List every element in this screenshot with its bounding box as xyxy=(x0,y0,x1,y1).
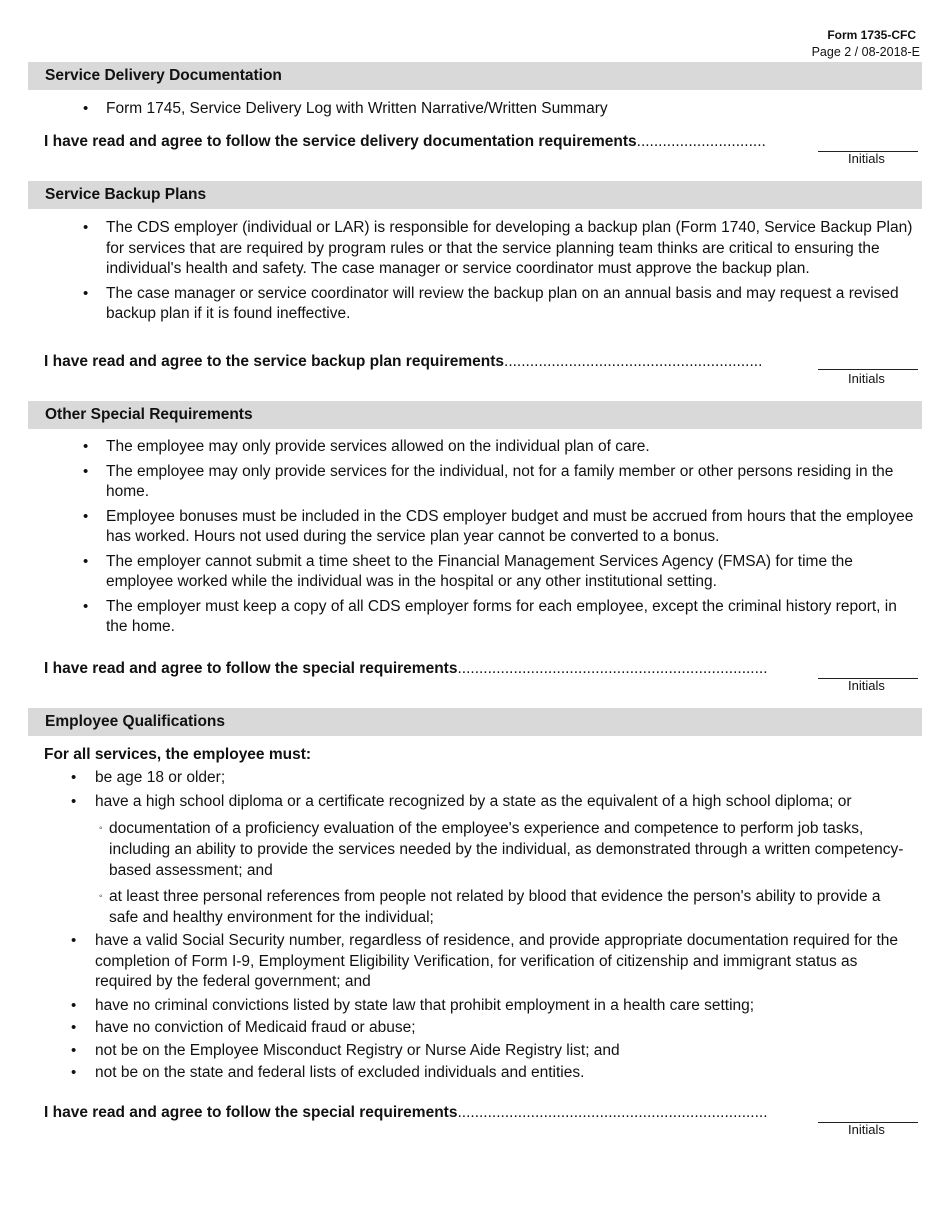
initials-label: Initials xyxy=(848,151,885,166)
list-item: • The employer must keep a copy of all CDS employer forms for each employee, except the criminal history report, in the home. xyxy=(106,597,916,638)
list-item: • The case manager or service coordinator will review the backup plan on an annual basis and may request a revised backup plan if it is found ineffective. xyxy=(106,284,916,325)
section-header-special-requirements xyxy=(28,401,922,429)
list-item: • Form 1745, Service Delivery Log with Written Narrative/Written Summary xyxy=(106,99,916,120)
agreement-text: I have read and agree to the service backup plan requirements xyxy=(44,353,505,370)
agreement-statement xyxy=(44,1104,806,1122)
list-item: • The employer cannot submit a time sheet to the Financial Management Services Agency (FMSA) for time the employee worked while the individual was in the hospital or any other institutional setting. xyxy=(106,552,916,593)
qualifications-heading: For all services, the employee must: xyxy=(44,746,312,763)
section-header-service-delivery xyxy=(28,62,922,90)
list-item: • not be on the Employee Misconduct Registry or Nurse Aide Registry list; and xyxy=(95,1041,910,1062)
leader-dots: ............................................................ xyxy=(504,353,763,370)
leader-dots: ........................................................................ xyxy=(457,1104,768,1121)
list-item: • The CDS employer (individual or LAR) is responsible for developing a backup plan (Form 1740, Service Backup Plan) for services that are required by program rules or that the service planning team thinks are critical to ensuring the individual's health and safety. The case manager or service coordinator must approve the backup plan. xyxy=(106,218,916,280)
sub-list-item: ◦ at least three personal references from people not related by blood that evidence the person's ability to provide a safe and healthy environment for the individual; xyxy=(109,886,909,928)
initials-label: Initials xyxy=(848,678,885,693)
leader-dots: .............................. xyxy=(636,133,766,150)
qualifications-sublist xyxy=(109,818,909,928)
page-number: Page 2 / 08-2018-E xyxy=(811,45,920,59)
qualifications-list xyxy=(95,768,910,812)
list-item: • Employee bonuses must be included in the CDS employer budget and must be accrued from hours that the employee has worked. Hours not used during the service plan year cannot be converted to a bonus. xyxy=(106,507,916,548)
list-item: • have no criminal convictions listed by state law that prohibit employment in a health care setting; xyxy=(95,996,910,1017)
initials-label: Initials xyxy=(848,1122,885,1137)
agreement-text: I have read and agree to follow the special requirements xyxy=(44,660,458,677)
list-item: • be age 18 or older; xyxy=(95,768,910,789)
list-item: • have a high school diploma or a certificate recognized by a state as the equivalent of a high school diploma; or xyxy=(95,792,910,813)
initials-field[interactable] xyxy=(818,369,918,370)
agreement-statement xyxy=(44,133,806,151)
form-number: Form 1735-CFC xyxy=(827,28,916,42)
backup-plan-list xyxy=(106,218,916,329)
section-title: Other Special Requirements xyxy=(45,406,253,423)
section-title: Employee Qualifications xyxy=(45,713,226,730)
agreement-statement xyxy=(44,660,806,678)
agreement-statement xyxy=(44,353,806,371)
initials-label: Initials xyxy=(848,371,885,386)
list-item: • have no conviction of Medicaid fraud or abuse; xyxy=(95,1018,910,1039)
leader-dots: ........................................................................ xyxy=(457,660,768,677)
list-item: • The employee may only provide services for the individual, not for a family member or other persons residing in the home. xyxy=(106,462,916,503)
section-title: Service Backup Plans xyxy=(45,186,207,203)
section-title: Service Delivery Documentation xyxy=(45,67,282,84)
list-item: • have a valid Social Security number, regardless of residence, and provide appropriate documentation required for the completion of Form I-9, Employment Eligibility Verification, for verification of citizenship and immigrant status as required by the federal government; and xyxy=(95,931,910,993)
list-item: • not be on the state and federal lists of excluded individuals and entities. xyxy=(95,1063,910,1084)
list-item: • The employee may only provide services allowed on the individual plan of care. xyxy=(106,437,916,458)
special-requirements-list xyxy=(106,437,916,642)
qualifications-list-continued xyxy=(95,931,910,1084)
agreement-text: I have read and agree to follow the service delivery documentation requirements xyxy=(44,133,637,150)
agreement-text: I have read and agree to follow the special requirements xyxy=(44,1104,458,1121)
sub-list-item: ◦ documentation of a proficiency evaluation of the employee's experience and competence to perform job tasks, including an ability to provide the services needed by the individual, as demonstrated through a written competency-based assessment; and xyxy=(109,818,909,881)
section-header-backup-plans xyxy=(28,181,922,209)
service-delivery-list xyxy=(106,99,916,124)
section-header-employee-qualifications xyxy=(28,708,922,736)
